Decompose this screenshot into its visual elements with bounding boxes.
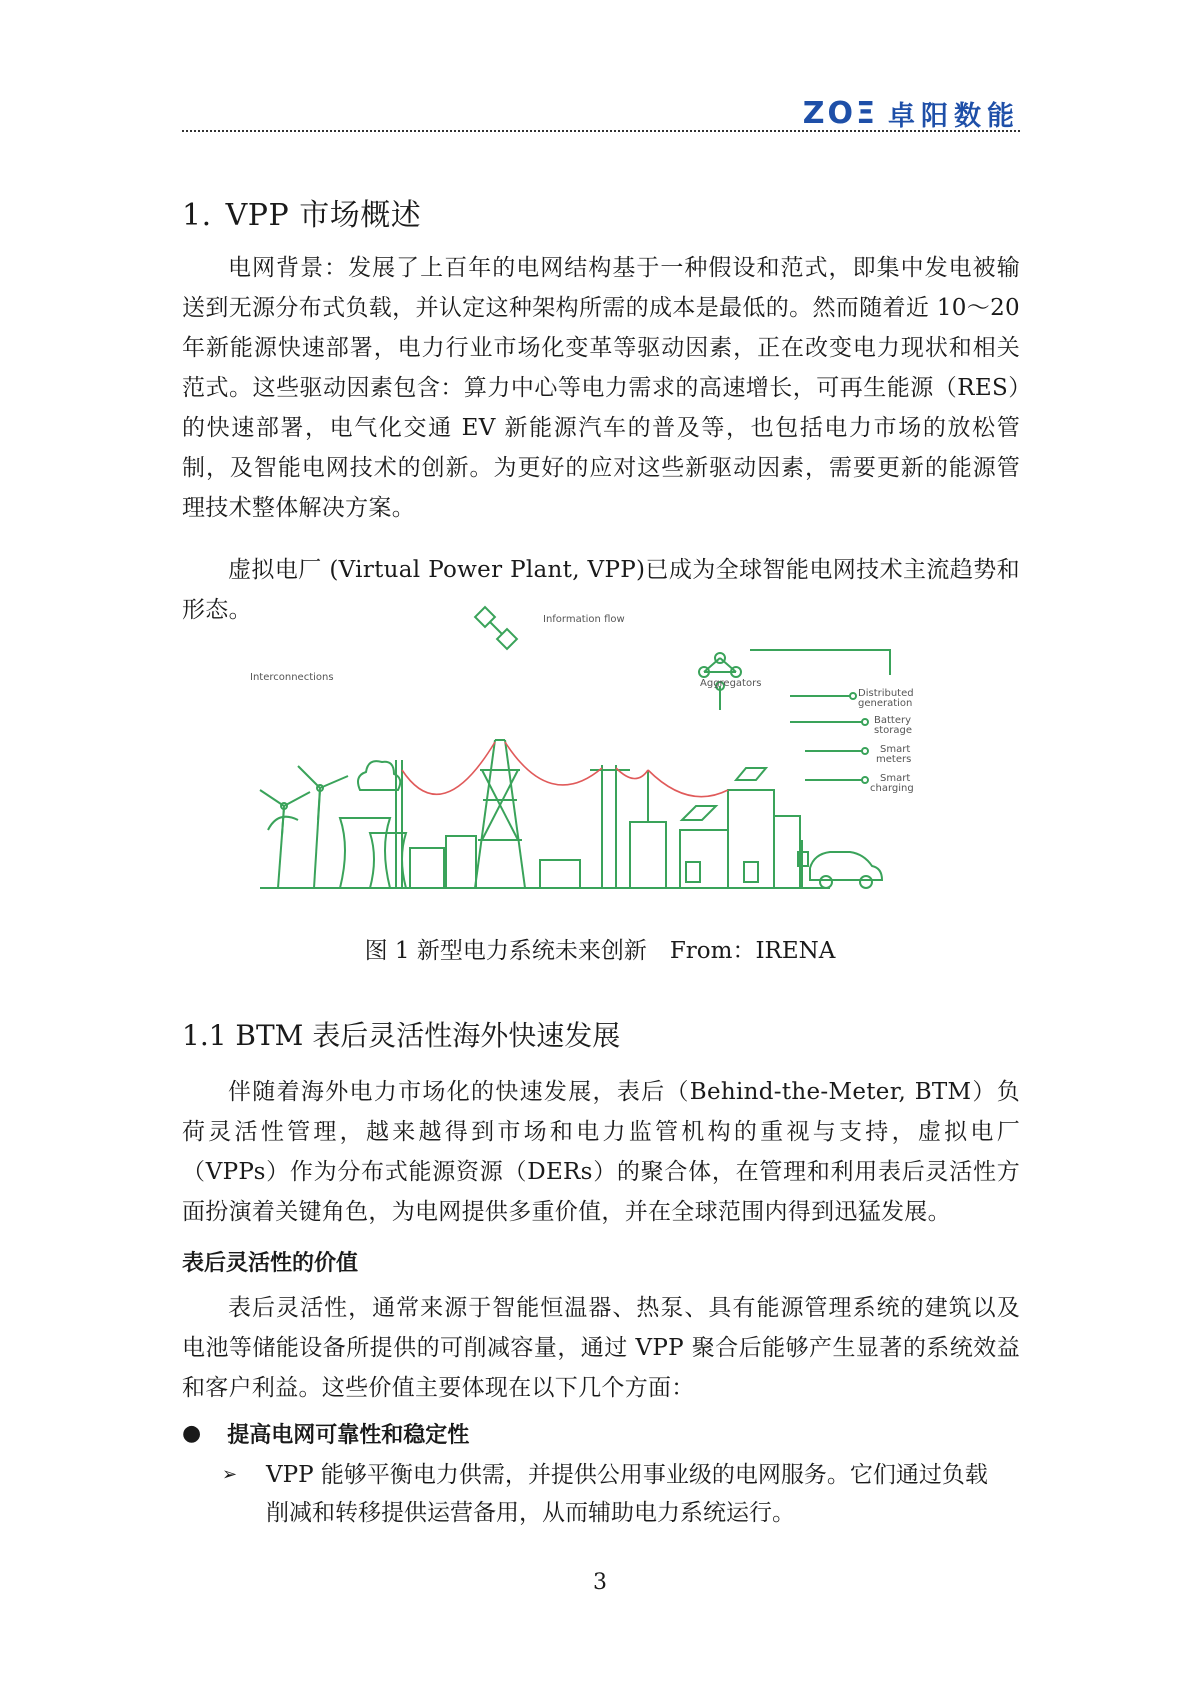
paragraph-grid-background: 电网背景：发展了上百年的电网结构基于一种假设和范式，即集中发电被输送到无源分布式负载，并认定这种架构所需的成本是最低的。然而随着近 10～20 年新能源快速部署，电力行业市场化变革等驱动因素，正在改变电力现状和相关范式。这些驱动因素包含：算力中心等电力需求的高速增长，可再生能源（RES）的快速部署，电气化交通 EV 新能源汽车的普及等，也包括电力市场的放松管制，及智能电网技术的创新。为更好的应对这些新驱动因素，需要更新的能源管理技术整体解决方案。 bbox=[182, 255, 1020, 521]
figure-caption: 图 1 新型电力系统未来创新 From：IRENA bbox=[364, 938, 836, 964]
paragraph-btm-value: 表后灵活性，通常来源于智能恒温器、热泵、具有能源管理系统的建筑以及电池等储能设备所提供的可削减容量，通过 VPP 聚合后能够产生显著的系统效益和客户利益。这些价值主要体现在以下几个方面： bbox=[182, 1295, 1020, 1401]
power-plant-icon bbox=[340, 760, 406, 888]
label-smart-meters-line1: Smart bbox=[880, 744, 911, 755]
illustration-lines bbox=[260, 607, 890, 888]
section-heading-1-1: 1.1 BTM 表后灵活性海外快速发展 bbox=[182, 1019, 621, 1052]
subbullet-text: VPP 能够平衡电力供需，并提供公用事业级的电网服务。它们通过负载削减和转移提供运营备用，从而辅助电力系统运行。 bbox=[266, 1462, 988, 1526]
section-heading-1 bbox=[182, 190, 421, 234]
arrow-bullet-icon: ➢ bbox=[222, 1464, 238, 1485]
logo-text: 卓阳数能 bbox=[888, 101, 1020, 132]
paragraph-btm-development: 伴随着海外电力市场化的快速发展，表后（Behind-the-Meter, BTM）负荷灵活性管理，越来越得到市场和电力监管机构的重视与支持，虚拟电厂（VPPs）作为分布式能源资源（DERs）的聚合体，在管理和利用表后灵活性方面扮演着关键角色，为电网提供多重价值，并在全球范围内得到迅猛发展。 bbox=[182, 1079, 1020, 1225]
power-system-illustration bbox=[250, 614, 990, 900]
logo-mark: ZOΞ bbox=[802, 96, 878, 131]
label-smart-meters-line2: meters bbox=[876, 754, 912, 765]
label-interconnections: Interconnections bbox=[250, 672, 334, 683]
section-number: 1. bbox=[182, 198, 212, 233]
label-aggregators: Aggregators bbox=[700, 678, 762, 689]
bullet-title: 提高电网可靠性和稳定性 bbox=[227, 1423, 470, 1448]
label-distributed-generation-line1: Distributed bbox=[858, 688, 914, 699]
wind-turbine-icon bbox=[260, 766, 348, 888]
label-smart-charging-line1: Smart bbox=[880, 773, 911, 784]
label-distributed-generation-line2: generation bbox=[858, 698, 913, 709]
power-wires bbox=[402, 742, 728, 797]
label-information-flow: Information flow bbox=[543, 614, 625, 625]
electric-car-icon bbox=[810, 852, 882, 888]
company-logo bbox=[803, 94, 1020, 133]
subbullet-item bbox=[222, 1456, 1002, 1532]
bullet-dot-icon: ● bbox=[182, 1421, 202, 1446]
page-number: 3 bbox=[593, 1570, 607, 1595]
section-title: VPP 市场概述 bbox=[225, 198, 422, 233]
label-battery-storage-line2: storage bbox=[874, 725, 912, 736]
label-smart-charging-line2: charging bbox=[870, 783, 914, 794]
label-battery-storage-line1: Battery bbox=[874, 715, 912, 726]
smart-building-icon bbox=[680, 768, 808, 888]
header-divider bbox=[182, 130, 1020, 132]
subheading-btm-value: 表后灵活性的价值 bbox=[182, 1251, 359, 1276]
paragraph-vpp-definition: 虚拟电厂 (Virtual Power Plant, VPP)已成为全球智能电网技术主流趋势和形态。 bbox=[182, 557, 1020, 623]
bullet-item bbox=[182, 1418, 469, 1449]
